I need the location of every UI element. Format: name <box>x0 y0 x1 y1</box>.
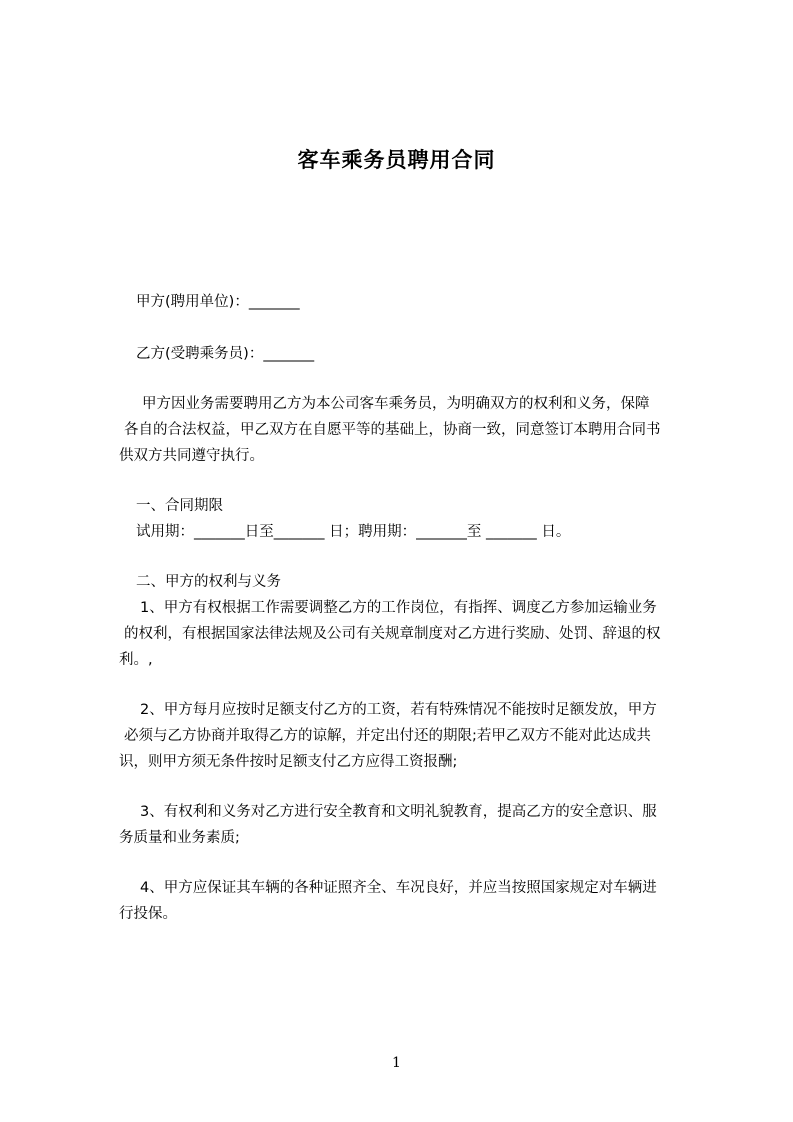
clause-line: 必须与乙方协商并取得乙方的谅解，并定出付还的期限;若甲乙双方不能对此达成共 <box>124 728 651 744</box>
preamble-paragraph <box>119 391 714 469</box>
clause-item-3 <box>119 799 714 851</box>
section-heading-term: 一、合同期限 <box>136 498 223 514</box>
clause-line: 3、有权利和义务对乙方进行安全教育和文明礼貌教育，提高乙方的安全意识、服 <box>140 804 657 820</box>
clause-line: 的权利，有根据国家法律法规及公司有关规章制度对乙方进行奖励、处罚、辞退的权 <box>124 626 661 642</box>
document-title: 客车乘务员聘用合同 <box>297 148 496 172</box>
clause-line: 1、甲方有权根据工作需要调整乙方的工作岗位，有指挥、调度乙方参加运输业务 <box>140 600 657 616</box>
clause-item-2 <box>119 697 714 775</box>
preamble-line: 各自的合法权益，甲乙双方在自愿平等的基础上，协商一致，同意签订本聘用合同书 <box>124 422 661 438</box>
clause-line: 2、甲方每月应按时足额支付乙方的工资，若有特殊情况不能按时足额发放，甲方 <box>140 702 657 718</box>
preamble-line: 甲方因业务需要聘用乙方为本公司客车乘务员，为明确双方的权利和义务，保障 <box>142 396 650 412</box>
document-body <box>119 289 714 927</box>
clause-line: 务质量和业务素质; <box>119 830 240 846</box>
term-line: 试用期：_______日至_______ 日；聘用期：_______至 _______ 日。 <box>136 524 571 540</box>
clause-line: 识，则甲方须无条件按时足额支付乙方应得工资报酬; <box>119 754 458 770</box>
party-a-field: 甲方(聘用单位)：_______ <box>136 294 300 310</box>
page-number: 1 <box>392 1055 401 1071</box>
clause-line: 利。, <box>119 652 153 668</box>
party-b-field: 乙方(受聘乘务员)：_______ <box>136 346 315 362</box>
clause-line: 4、甲方应保证其车辆的各种证照齐全、车况良好，并应当按照国家规定对车辆进 <box>140 880 657 896</box>
clause-item-4 <box>119 875 714 927</box>
clause-item-1 <box>119 595 714 673</box>
clause-line: 行投保。 <box>119 906 177 922</box>
section-heading-party-a-rights: 二、甲方的权利与义务 <box>136 574 281 590</box>
preamble-line: 供双方共同遵守执行。 <box>119 448 264 464</box>
